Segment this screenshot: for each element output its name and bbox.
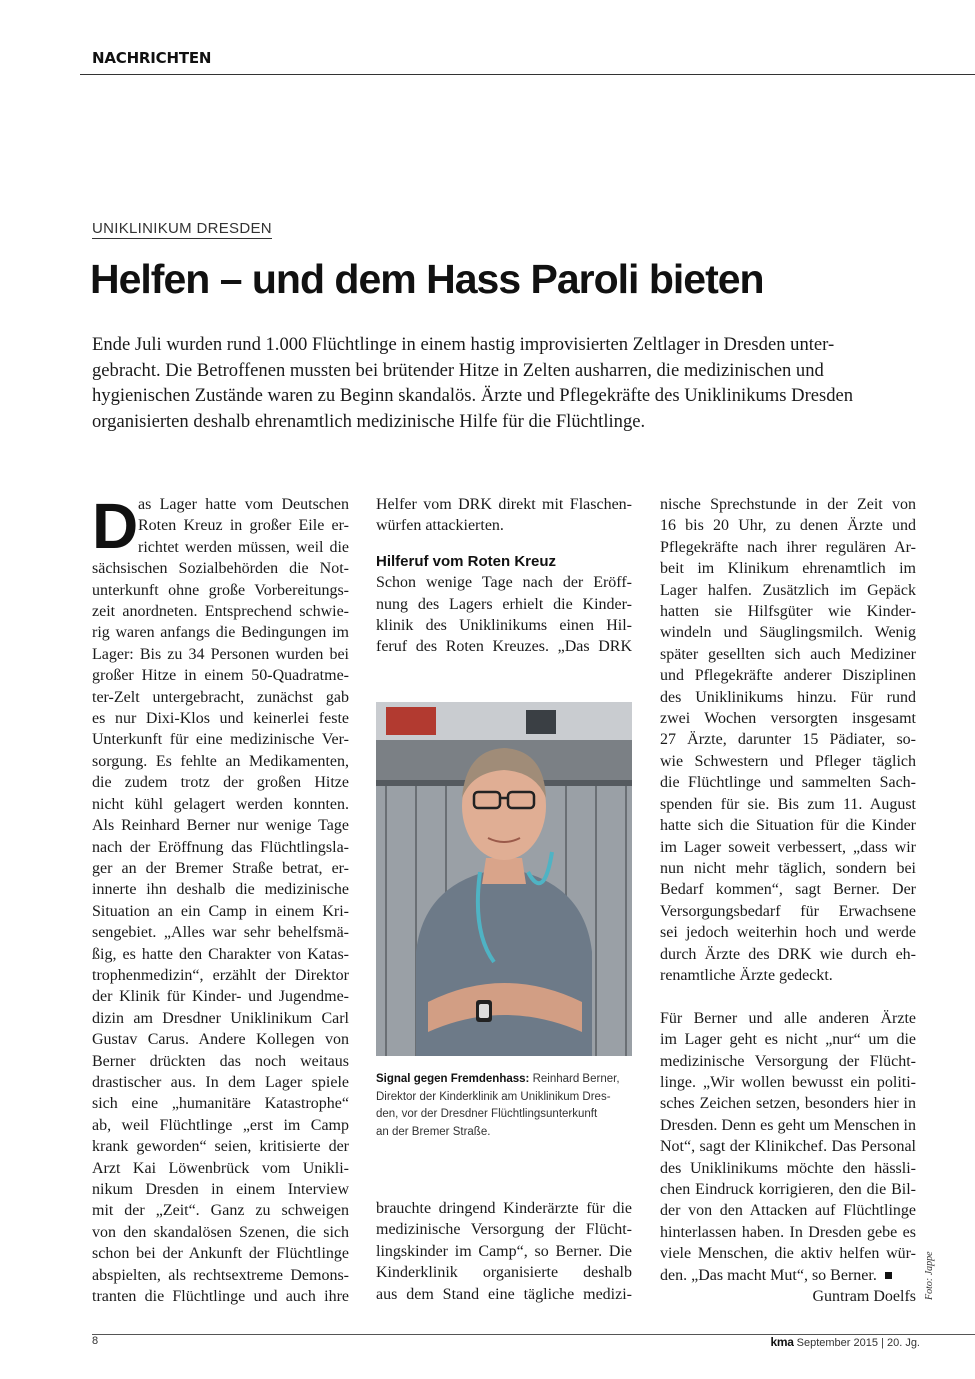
text-line: Versorgungsbedarf für Erwachsene — [660, 902, 916, 920]
text-line: Situation an ein Camp in einem Kri- — [92, 902, 349, 920]
page-number: 8 — [92, 1335, 99, 1347]
photo-credit: Foto: Jappe — [924, 1251, 935, 1300]
footer-separator: | — [881, 1337, 884, 1349]
text-line: Not“, sagt der Klinikchef. Das Personal — [660, 1138, 916, 1156]
author: Guntram Doelfs — [812, 1288, 916, 1306]
column-2-bottom-lines — [376, 1198, 632, 1305]
text-line: Bedarf kommen“, sagt Berner. Der — [660, 881, 916, 899]
column-3-lines-a — [660, 494, 916, 986]
text-line: klinik des Uniklinikums einen Hil- — [376, 617, 632, 635]
text-line: medizinische Versorgung der Flücht- — [376, 1221, 632, 1239]
text-line: windeln und Säuglingsmilch. Wenig — [660, 624, 916, 642]
article-lead — [92, 332, 892, 434]
text-line: unterkunft ohne große Vorbereitungs- — [92, 581, 349, 599]
text-line: hatten sie Hilfsgüter wie Kinder- — [660, 603, 916, 621]
text-line: beit im Klinikum ehrenamtlich im — [660, 560, 916, 578]
text-line: nung des Lagers erhielt die Kinder- — [376, 595, 632, 613]
paragraph-gap — [660, 986, 916, 1007]
text-line: Arzt Kai Löwenbrück vom Unikli- — [92, 1159, 349, 1177]
text-line: trophenmedizin“, erzählt der Direktor — [92, 966, 349, 984]
text-line: renamtliche Ärzte gedeckt. — [660, 966, 833, 984]
end-mark-icon — [885, 1272, 892, 1279]
text-line: Gustav Carus. Andere Kollegen von — [92, 1031, 349, 1049]
portrait-photo — [376, 702, 632, 1056]
text-line: im Lager soweit verbessert, „dass wir — [660, 838, 916, 856]
caption-line: den, vor der Dresdner Flüchtlingsunterkunft — [376, 1108, 598, 1120]
text-line: Für Berner und alle anderen Ärzte — [660, 1009, 916, 1027]
text-line: sei jedoch weiterhin hoch und werde — [660, 924, 916, 942]
text-line: linge. „Wir wollen bewusst ein politi- — [660, 1073, 916, 1091]
text-line: Lager: Bis zu 34 Personen wurden bei — [92, 645, 349, 663]
text-line: es nur Dixi-Klos und keinerlei feste — [92, 710, 349, 728]
lead-line: organisierten deshalb ehrenamtlich medizinische Hilfe für die Flüchtlinge. — [92, 410, 646, 432]
text-line: sengebiet. „Alles war sehr behelfsmä- — [92, 924, 349, 942]
text-line: medizinische Versorgung der Flücht- — [660, 1052, 916, 1070]
text-line: sorgung. Es fehlte an Medikamenten, — [92, 752, 349, 770]
text-line: nikum Dresden in einem Interview — [92, 1181, 349, 1198]
text-line: lingskinder im Camp“, so Berner. Die — [376, 1242, 632, 1260]
text-line: Unterkunft für eine medizinische Ver- — [92, 731, 349, 749]
text-line: ger an der Bremer Straße betrat, er- — [92, 859, 349, 877]
article-headline: Helfen – und dem Hass Paroli bieten — [90, 256, 764, 302]
text-line: Kinderklinik organisierte deshalb — [376, 1264, 632, 1282]
article-kicker: UNIKLINIKUM DRESDEN — [92, 220, 272, 237]
text-line: nach der Eröffnung das Flüchtlingsla- — [92, 838, 349, 856]
issue-date: September 2015 — [796, 1337, 878, 1349]
text-line: chen Eindruck korrigieren, den die Bil- — [660, 1180, 916, 1198]
text-line: ßig, es hatte den Charakter von Katas- — [92, 945, 349, 963]
text-line: der von den Attacken auf Flüchtlinge — [660, 1202, 916, 1220]
text-column-2-bottom — [376, 1198, 632, 1305]
text-line: spenden für sie. Bis zum 11. August — [660, 795, 916, 813]
text-line: innerte ihn deshalb die medizinische — [92, 881, 349, 899]
text-line: nische Sprechstunde in der Zeit von — [660, 496, 916, 513]
text-line: schon bei der Ankunft der Flüchtlinge — [92, 1245, 349, 1263]
text-line: sches Zeichen setzen, besonders hier in — [660, 1095, 916, 1113]
column-2-mid-lines — [376, 572, 632, 658]
text-line: dizin am Dresdner Uniklinikum Carl — [92, 1009, 349, 1027]
caption-line-1 — [376, 1071, 636, 1089]
text-line: drastischer aus. In dem Lager spiele — [92, 1073, 349, 1091]
subheading: Hilferuf vom Roten Kreuz — [376, 552, 557, 570]
lead-line: gebracht. Die Betroffenen mussten bei brütender Hitze in Zelten ausharren, die medizinischen und — [92, 359, 824, 381]
volume: 20. Jg. — [886, 1337, 920, 1349]
text-line: nun nicht mehr täglich, sondern bei — [660, 859, 916, 877]
text-line: im Lager geht es nicht „nur“ um die — [660, 1031, 916, 1049]
text-line: sächsischen Sozialbehörden die Not- — [92, 560, 349, 578]
text-line: Lager halfen. Zusätzlich im Gepäck — [660, 581, 916, 599]
text-line: die Flüchtlinge und sammelten Sach- — [660, 774, 916, 792]
text-line: Berner drückten das noch weitaus — [92, 1052, 349, 1070]
caption-text: Reinhard Berner, — [529, 1073, 620, 1085]
text-line: brauchte dringend Kinderärzte für die — [376, 1200, 632, 1217]
text-line: zeit anordneten. Entsprechend schwie- — [92, 603, 349, 621]
text-line: sich eine „humanitäre Katastrophe“ — [92, 1095, 349, 1113]
text-line: richtet werden müssen, weil die — [138, 538, 349, 556]
footer-issue — [770, 1335, 920, 1349]
text-line: des Uniklinikums möchte den hässli- — [660, 1159, 916, 1177]
text-line: und Pflegekräfte anderer Disziplinen — [660, 667, 916, 685]
text-line: nicht kühl gelagert werden konnten. — [92, 795, 349, 813]
text-line: rig waren anfangs die Bedingungen im — [92, 624, 349, 642]
text-line: zwei Wochen versorgten insgesamt — [660, 710, 916, 728]
text-line: hinterlassen haben. In Dresden gebe es — [660, 1223, 916, 1241]
photo-caption — [376, 1071, 636, 1141]
text-line: Als Reinhard Berner nur wenige Tage — [92, 817, 349, 835]
text-line: aus dem Stand eine tägliche medizi- — [376, 1285, 632, 1303]
text-column-3 — [660, 494, 916, 1307]
text-line: hatte sich die Situation für die Kinder — [660, 817, 916, 835]
text-line: 27 Ärzte, darunter 15 Pädiater, so- — [660, 731, 916, 749]
dropcap: D — [92, 490, 139, 562]
text-line: der Klinik für Kinder- und Jugendme- — [92, 988, 349, 1006]
text-line: tranten die Flüchtlinge und auch ihre — [92, 1288, 349, 1306]
last-line: den. „Das macht Mut“, so Berner. — [660, 1266, 877, 1284]
text-line: ab, weil Flüchtlinge „erst im Camp — [92, 1116, 349, 1134]
text-line: 16 bis 20 Uhr, zu denen Ärzte und — [660, 517, 916, 535]
text-line: as Lager hatte vom Deutschen — [138, 496, 349, 513]
text-line — [660, 1265, 916, 1286]
brand-logo: kma — [770, 1335, 794, 1349]
text-line: Pflegekräfte nach ihrer regulären Ar- — [660, 538, 916, 556]
text-column-1 — [92, 490, 349, 1307]
text-line: Helfer vom DRK direkt mit Flaschen- — [376, 496, 632, 513]
caption-line: an der Bremer Straße. — [376, 1125, 491, 1138]
column-3-lines-b — [660, 1008, 916, 1265]
text-column-2 — [376, 494, 632, 658]
text-line: würfen attackierten. — [376, 517, 504, 535]
text-line: von den skandalösen Szenen, die sich — [92, 1223, 349, 1241]
column-2-top-lines — [376, 494, 632, 537]
caption-bold: Signal gegen Fremdenhass: — [376, 1073, 530, 1085]
text-line: ter-Zelt untergebracht, zunächst gab — [92, 688, 349, 706]
text-line: Dresden. Denn es geht um Menschen in — [660, 1116, 916, 1134]
text-line: des Uniklinikums hinzu. Für rund — [660, 688, 916, 706]
text-line: abspielten, als rechtsextreme Demons- — [92, 1266, 349, 1284]
text-line: Roten Kreuz in großer Eile er- — [138, 517, 349, 535]
text-line: feruf des Roten Kreuzes. „Das DRK — [376, 638, 632, 656]
text-line: die zudem trotz der großen Hitze — [92, 774, 349, 792]
text-line: später gesellten sich auch Mediziner — [660, 645, 916, 663]
text-line: großer Hitze in einem 50-Quadratme- — [92, 667, 349, 685]
text-line: durch Ärzte des DRK wie durch eh- — [660, 945, 916, 963]
text-line: mit der „Zeit“. Ganz zu schweigen — [92, 1202, 349, 1220]
text-line: krank geworden“ seien, kritisierte der — [92, 1138, 349, 1156]
top-rule — [80, 74, 975, 75]
caption-line: Direktor der Kinderklinik am Uniklinikum Dres- — [376, 1090, 611, 1103]
text-line: viele Menschen, die aktiv helfen wür- — [660, 1245, 916, 1263]
section-label: NACHRICHTEN — [92, 49, 212, 67]
column-1-lines — [92, 558, 349, 1307]
text-line: wie Schwestern und Pfleger täglich — [660, 752, 916, 770]
lead-line: hygienischen Zustände waren zu Beginn skandalös. Ärzte und Pflegekräfte des Uniklinikums Dresden — [92, 385, 854, 407]
lead-line: Ende Juli wurden rund 1.000 Flüchtlinge in einem hastig improvisierten Zeltlager in Dresden unter- — [92, 334, 835, 355]
text-line: Schon wenige Tage nach der Eröff- — [376, 574, 632, 592]
